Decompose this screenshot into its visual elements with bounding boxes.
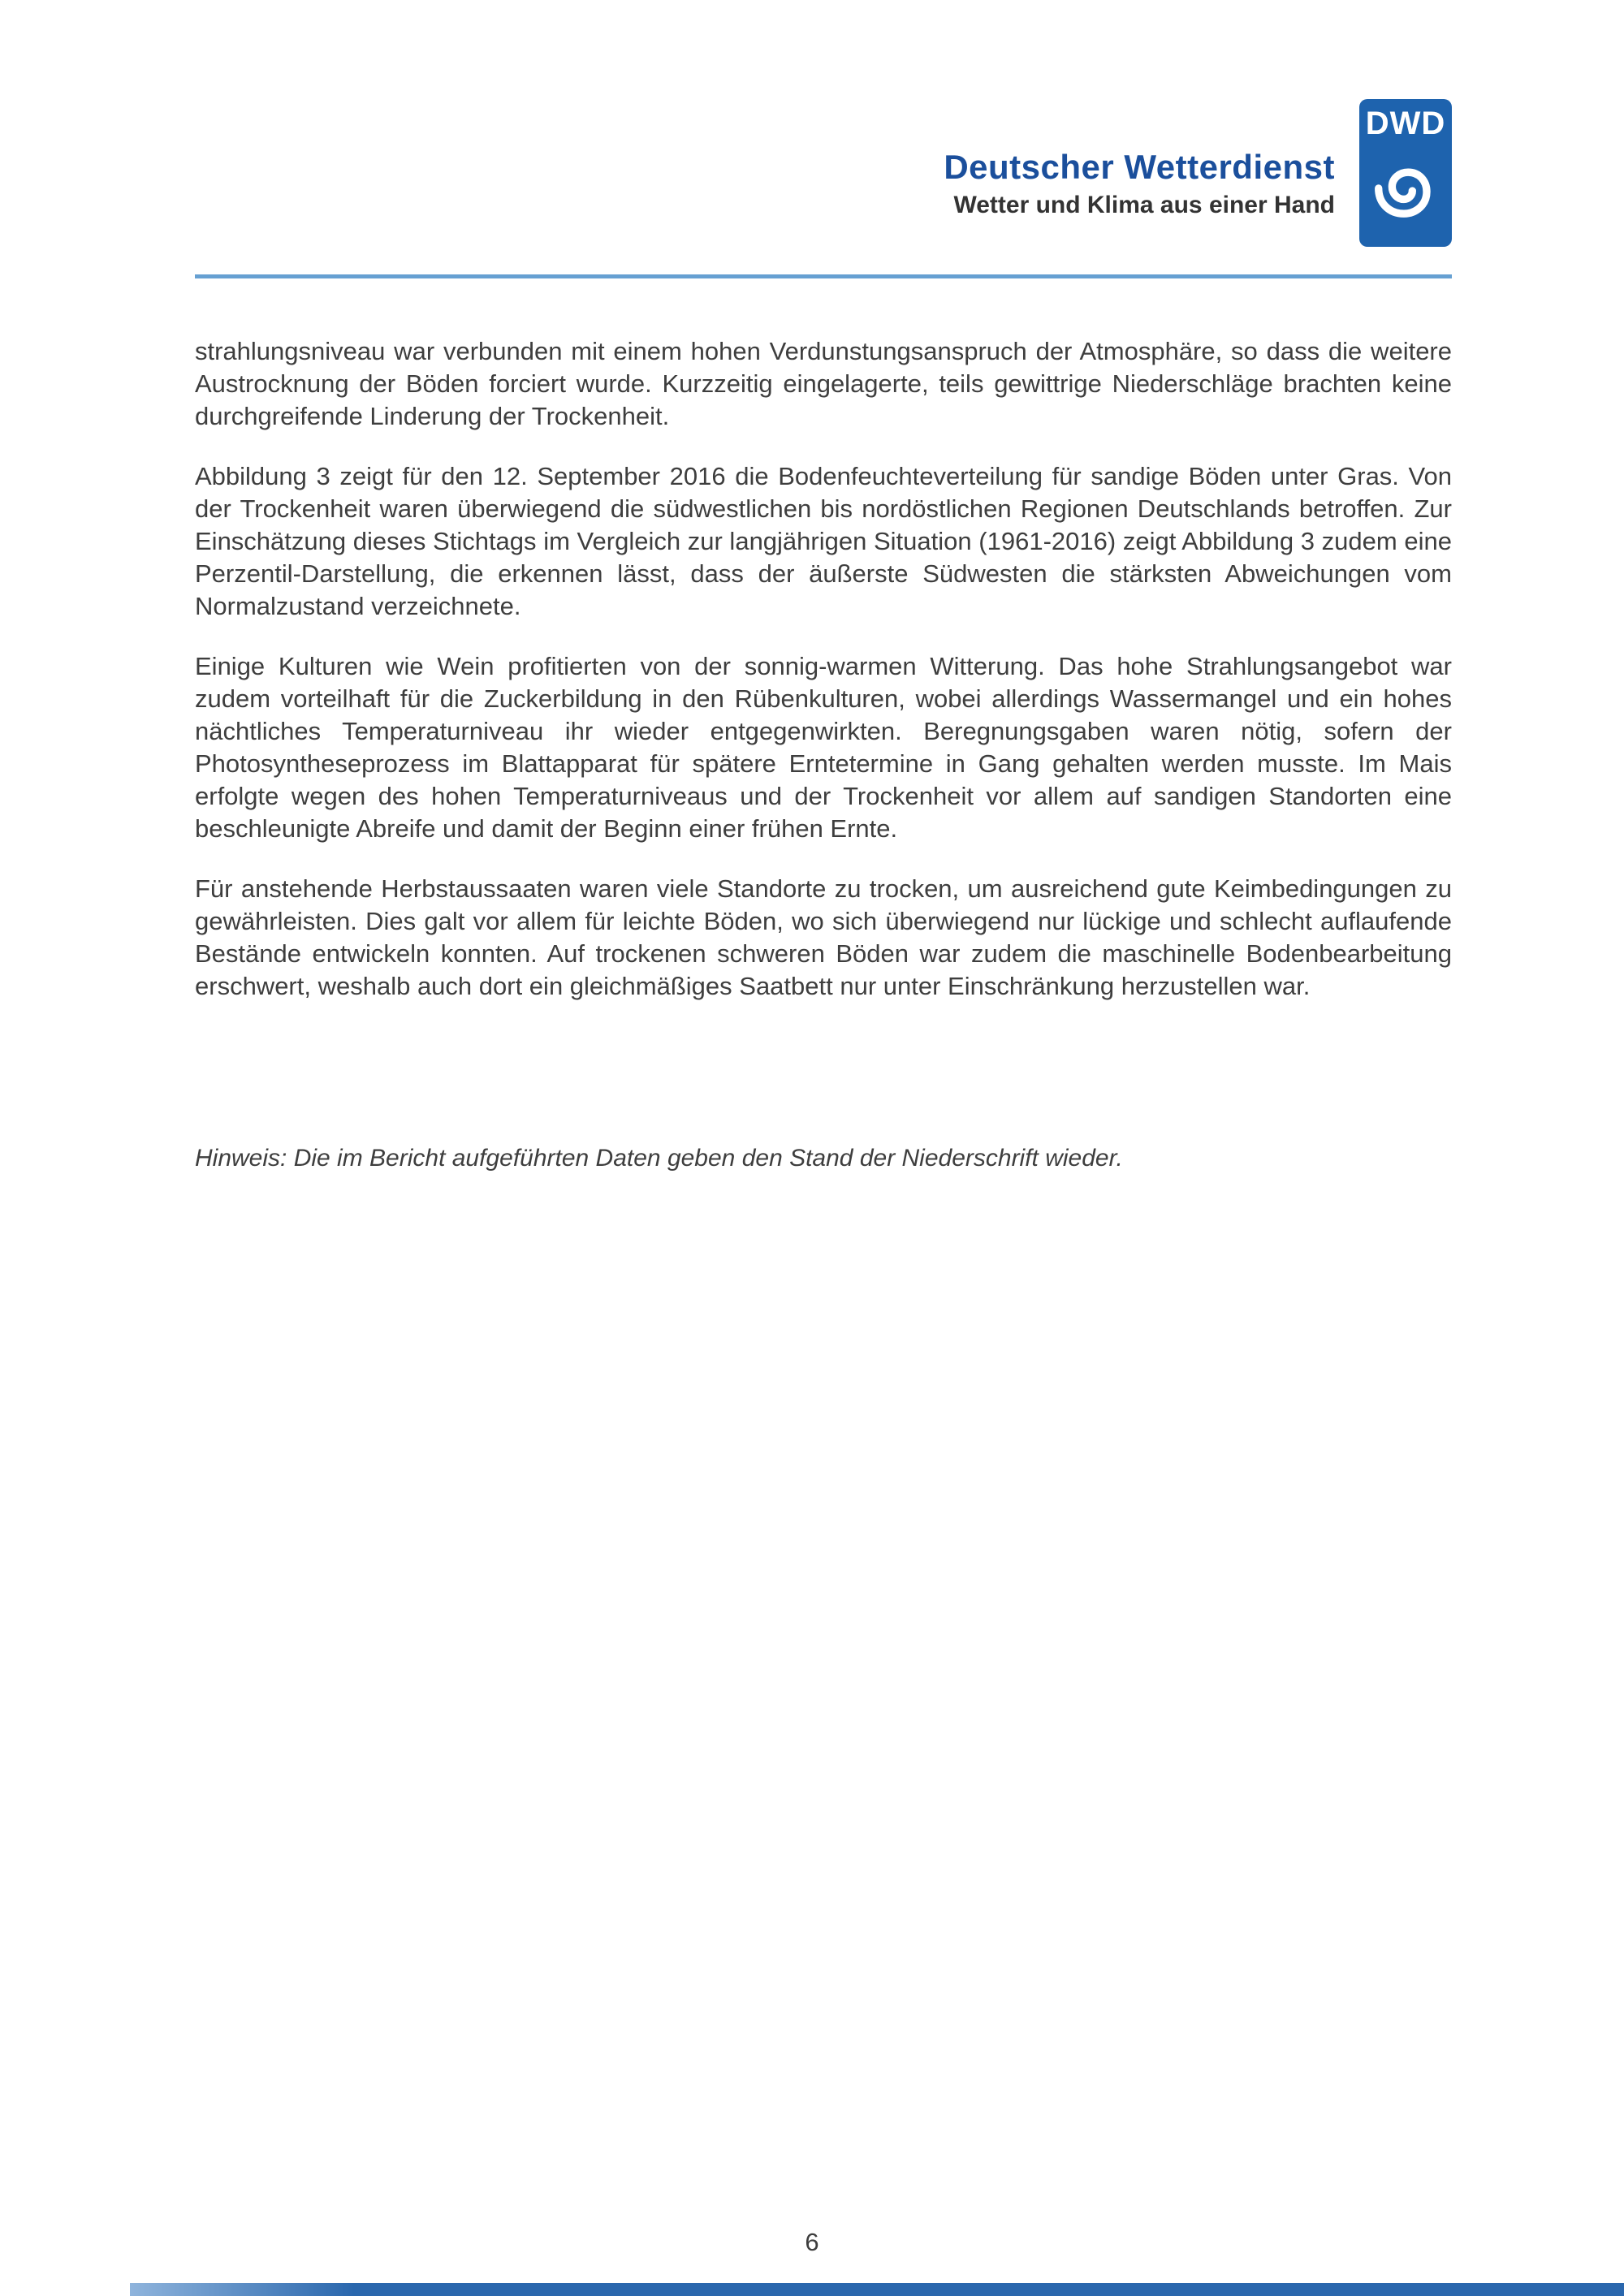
- dwd-logo: [1359, 99, 1452, 247]
- spiral-icon: [1363, 141, 1448, 237]
- page-number: 6: [805, 2228, 819, 2256]
- brand-subtitle: Wetter und Klima aus einer Hand: [953, 192, 1335, 219]
- brand-block: [0, 99, 1624, 247]
- paragraph-1: strahlungsniveau war verbunden mit einem hohen Verdunstungsanspruch der Atmosphäre, so dass die weitere Austrocknung der Böden forciert wurde. Kurzzeitig eingelagerte, teils gewittrige Niederschläge brachten keine durchgreifende Linderung der Trockenheit.: [195, 337, 1452, 430]
- footnote: Hinweis: Die im Bericht aufgeführten Daten geben den Stand der Niederschrift wieder.: [195, 1145, 1123, 1172]
- paragraph-4: Für anstehende Herbstaussaaten waren viele Standorte zu trocken, um ausreichend gute Keimbedingungen zu gewährleisten. Dies galt vor allem für leichte Böden, wo sich überwiegend nur lückige und schlecht auflaufende Bestände entwickeln konnten. Auf trockenen schweren Böden war zudem die maschinelle Bodenbearbeitung erschwert, weshalb auch dort ein gleichmäßiges Saatbett nur unter Einschränkung herzustellen war.: [195, 874, 1452, 1000]
- document-body: [0, 278, 1624, 1175]
- dwd-logo-text: DWD: [1365, 106, 1446, 141]
- footer-bar: [130, 2283, 1624, 2296]
- page-header: [0, 0, 1624, 278]
- brand-title: Deutscher Wetterdienst: [944, 147, 1335, 186]
- brand-text: [944, 127, 1335, 219]
- paragraph-2: Abbildung 3 zeigt für den 12. September 2016 die Bodenfeuchteverteilung für sandige Böden unter Gras. Von der Trockenheit waren überwiegend die südwestlichen bis nordöstlichen Regionen Deutschlands betroffen. Zur Einschätzung dieses Stichtags im Vergleich zur langjährigen Situation (1961-2016) zeigt Abbildung 3 zudem eine Perzentil-Darstellung, die erkennen lässt, dass der äußerste Südwesten die stärksten Abweichungen vom Normalzustand verzeichnete.: [195, 462, 1452, 620]
- paragraph-3: Einige Kulturen wie Wein profitierten von der sonnig-warmen Witterung. Das hohe Strahlungsangebot war zudem vorteilhaft für die Zuckerbildung in den Rübenkulturen, wobei allerdings Wassermangel und ein hohes nächtliches Temperaturniveau ihr wieder entgegenwirkten. Beregnungsgaben waren nötig, sofern der Photosyntheseprozess im Blattapparat für spätere Erntetermine in Gang gehalten werden musste. Im Mais erfolgte wegen des hohen Temperaturniveaus und der Trockenheit vor allem auf sandigen Standorten eine beschleunigte Abreife und damit der Beginn einer frühen Ernte.: [195, 652, 1452, 843]
